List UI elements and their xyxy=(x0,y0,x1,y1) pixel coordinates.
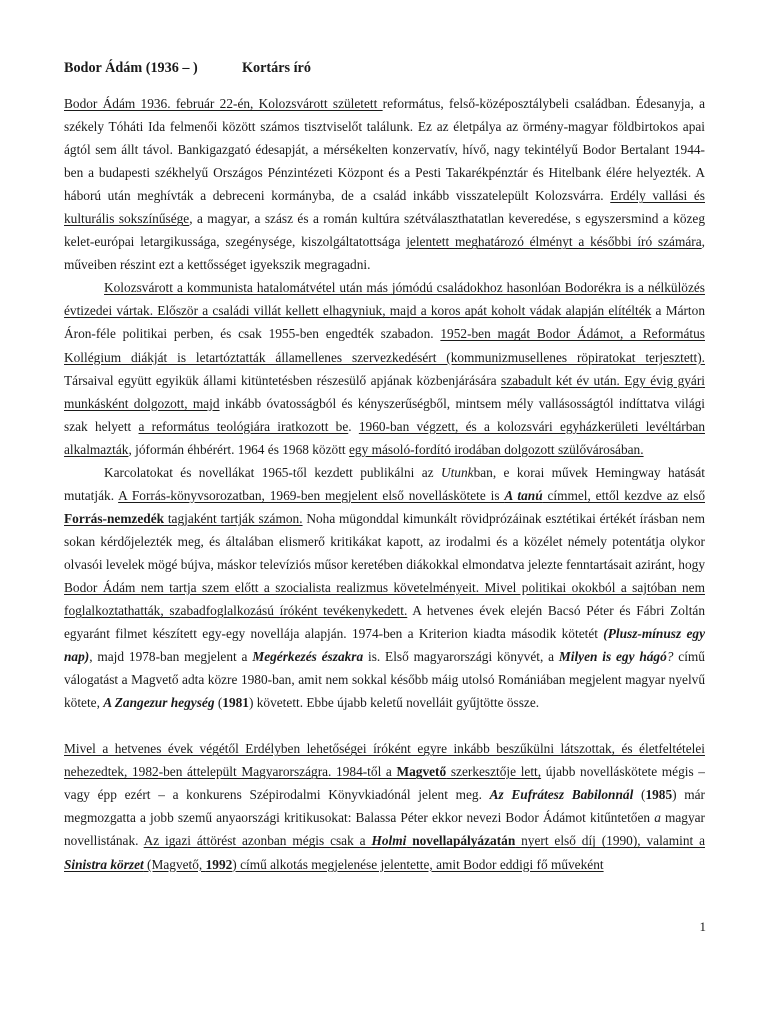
text-run: Utunk xyxy=(440,464,474,480)
text-run: című válogatást a Magvető adta közre 1980-ban, amit nem sokkal később máig utolsó Romániában megjelent magyar nyelvű kötete, xyxy=(64,649,705,711)
text-run: szerkesztője lett, xyxy=(446,764,542,780)
text-run: , jóformán éhbérért. 1964 és 1968 között xyxy=(128,441,349,457)
text-run: A hetvenes évek elején Bacsó Péter és Fábri Zoltán egyaránt filmet készített egy-egy novellája alapján. 1974-ben a Kriterion kiadta második kötetét xyxy=(64,603,705,642)
text-run: A Zangezur hegység xyxy=(103,695,215,711)
text-run: ) című alkotás megjelenése jelentette, amit Bodor eddigi fő műveként xyxy=(232,856,604,872)
text-run: Erdély vallási és kulturális sokszínűsége xyxy=(64,188,705,227)
text-run: tagjaként tartják számon. xyxy=(164,510,303,526)
document-heading xyxy=(64,58,705,78)
text-run: Társaival együtt egyikük állami kitüntetésben részesülő apjának közbenjárására xyxy=(64,372,501,388)
text-run: egy másoló-fordító irodában dolgozott szülővárosában. xyxy=(348,441,644,457)
text-run: (Plusz-mínusz egy nap) xyxy=(64,626,705,665)
text-run: Sinistra körzet xyxy=(64,856,144,872)
text-run: 1960-ban végzett, és a kolozsvári egyházkerületi levéltárban alkalmazták xyxy=(64,418,705,457)
text-run: Magvető xyxy=(396,764,447,780)
page-number: 1 xyxy=(699,919,706,934)
text-run: a Márton Áron-féle politikai perben, és csak 1955-ben engedték szabadon. xyxy=(64,303,705,342)
text-run: magyar novellistának. xyxy=(64,810,705,849)
text-run: nyert első díj (1990), valamint a xyxy=(515,833,705,849)
text-run: református, felső-középosztálybeli családban. Édesanyja, a székely Tóháti Ida felmenői között számos tisztviselőt találunk. Ez az életpálya az örmény-magyar földbirtokos apai ágtól sem állt távol. Bankigazgató édesapját, a mérsékelten konzervatív, hívő, nagy tekintélyű Bodor Bertalant 1944-ben a budapesti székhelyű Országos Pénzintézeti Központ és a Pesti Takarékpénztár és Hitelbank élére helyezték. A háború után meghívták a debreceni kormányba, de a család inkább visszatelepült Kolozsvárra. xyxy=(64,96,705,204)
text-run: Noha mügonddal kimunkált rövidprózáinak esztétikai értékét írásban nem sokan kérdőjelezték meg, és általában elismerő kritikákat kapott, az irodalmi és a közélet némely potentátja olykor olvasói levelek mögé bújva, máskor televíziós műsor keretében diákokkal elmondatva jelezte fenntartásait aziránt, hogy xyxy=(64,510,705,572)
text-run: Mivel a hetvenes évek végétől Erdélyben lehetőségei íróként egyre inkább beszűkülni látszottak, és életfeltételei nehezedtek, 1982-ben áttelepült Magyarországra. 1984-től a xyxy=(64,741,705,780)
text-run: A Forrás-könyvsorozatban, 1969-ben megjelent első novelláskötete is xyxy=(118,487,505,503)
paragraph-2 xyxy=(64,276,705,460)
text-run: újabb novelláskötete mégis – vagy épp ezért – a konkurens Szépirodalmi Könyvkiadónál jelent meg. xyxy=(64,764,705,803)
author-name-heading: Bodor Ádám (1936 – ) xyxy=(64,60,198,76)
text-run: 1952-ben magát Bodor Ádámot, a Református Kollégium diákját is letartóztatták államellenes szervezkedésért (kommunizmusellenes röpiratokat terjesztett). xyxy=(64,326,705,365)
text-run: , a magyar, a szász és a román kultúra szétválaszthatatlan keveredése, s egyszersmind a közeg kelet-európai letargikussága, szegénysége, kiszolgáltatottsága xyxy=(64,211,706,250)
text-run: 1985 xyxy=(645,787,673,803)
document-page xyxy=(64,58,705,876)
text-run: ) már megmozgatta a jobb szemű anyaországi kritikusokat: Balassa Péter ekkor nevezi Bodor Ádámot kitűntetően xyxy=(64,787,706,826)
text-run: . xyxy=(348,418,359,434)
text-run: Bodor Ádám 1936. február 22-én, Kolozsvárott született xyxy=(64,96,383,111)
text-run: , műveiben részint ezt a kettősséget igyekszik megragadni. xyxy=(64,234,705,273)
text-run: ) követett. Ebbe újabb keletű novelláit gyűjtötte össze. xyxy=(248,695,540,711)
body-text xyxy=(64,92,705,876)
text-run: 1992 xyxy=(205,856,233,872)
text-run: 1981 xyxy=(222,695,249,711)
text-run: szabadult két év után. Egy évig gyári munkásként dolgozott, majd xyxy=(64,372,706,411)
text-run: Bodor Ádám nem tartja szem előtt a szocialista realizmus követelményeit. Mivel politikai okokból a sajtóban nem foglalkoztathatták, szabadfoglalkozású íróként tevékenykedett. xyxy=(64,579,705,619)
text-run: inkább óvatosságból és kényszerűségből, mintsem mély vallásosságtól indíttatva világi szak helyett xyxy=(64,395,705,434)
paragraph-3 xyxy=(64,461,705,715)
text-run: címmel, ettől kezdve az első xyxy=(542,487,705,503)
text-run: Kolozsvárott a kommunista hatalomátvétel után más jómódú családokhoz hasonlóan Bodorékra is a nélkülözés évtizedei vártak. Először a családi villát kellett elhagyniuk, majd a koros apát koholt vádak alapján elítélték xyxy=(64,280,705,319)
document-title: Kortárs író xyxy=(242,60,311,76)
text-run: ? xyxy=(666,649,674,665)
text-run: a xyxy=(654,810,661,826)
text-run: A tanú xyxy=(504,487,543,503)
text-run: novellapályázatán xyxy=(412,833,516,849)
text-run: Az igazi áttörést azonban mégis csak a xyxy=(143,833,372,849)
text-run: , majd 1978-ban megjelent a xyxy=(89,649,253,665)
text-run: a református teológiára iratkozott be xyxy=(138,418,349,434)
text-run: (Magvető, xyxy=(143,856,206,872)
text-run: Megérkezés északra xyxy=(252,649,364,665)
text-run: ( xyxy=(214,695,223,711)
paragraph-1 xyxy=(64,92,705,276)
text-run: ban, e korai művek Hemingway hatását mutatják. xyxy=(64,464,705,503)
paragraph-4 xyxy=(64,737,705,875)
text-run: Milyen is egy hágó xyxy=(558,649,667,665)
text-run: ( xyxy=(633,787,646,803)
paragraph-spacer xyxy=(64,714,705,737)
text-run: Karcolatokat és novellákat 1965-től kezdett publikálni az xyxy=(104,464,441,480)
text-run: Forrás-nemzedék xyxy=(64,510,165,526)
text-run: jelentett meghatározó élményt a későbbi író számára xyxy=(406,234,702,250)
text-run: Holmi xyxy=(371,833,407,849)
text-run: Az Eufrátesz Babilonnál xyxy=(489,787,634,803)
text-run: is. Első magyarországi könyvét, a xyxy=(363,649,559,665)
